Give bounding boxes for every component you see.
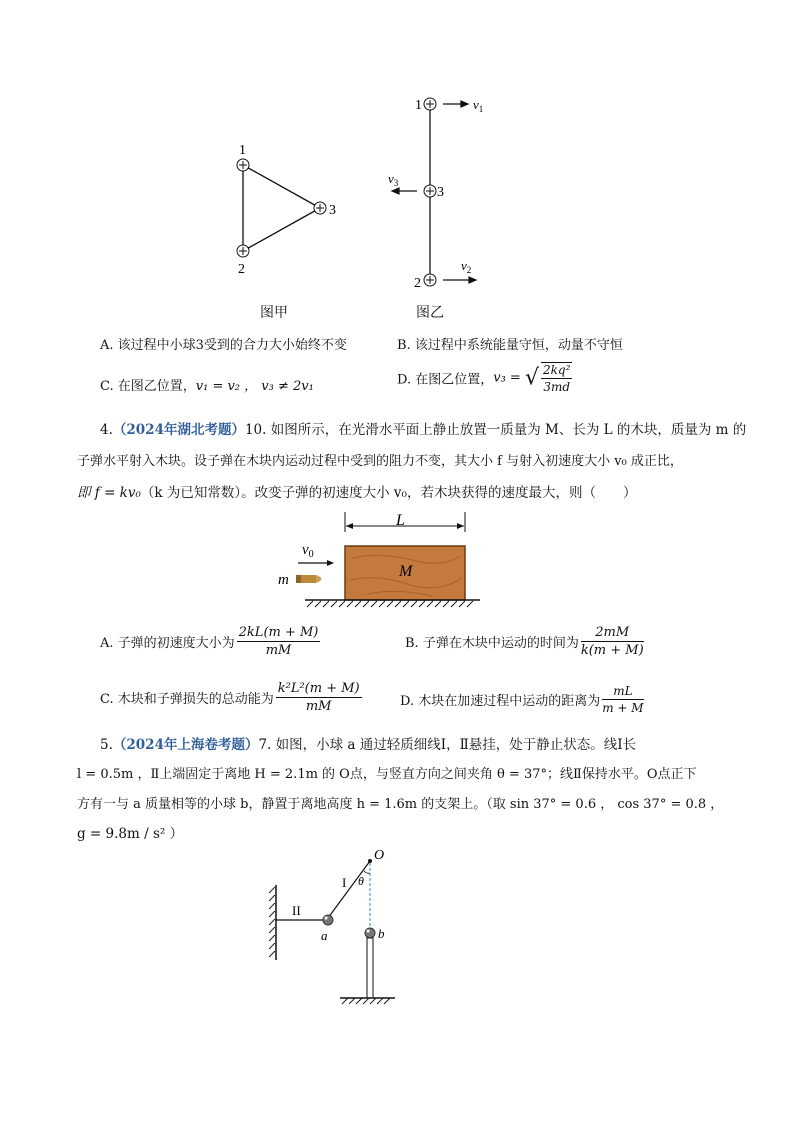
charge-1 <box>237 159 249 171</box>
label-2: 2 <box>238 262 245 277</box>
q4-line-3: 即 f = kv₀（k 为已知常数）。改变子弹的初速度大小 v₀，若木块获得的速度最大，则（ ） <box>77 485 637 501</box>
charge-2 <box>424 274 436 286</box>
q4-line-1: 4.（2024年湖北考题）10. 如图所示，在光滑水平面上静止放置一质量为 M、长为 L 的木块，质量为 m 的 <box>100 422 747 438</box>
label-1: 1 <box>239 143 246 158</box>
figure-jia <box>225 140 345 280</box>
label-1: 1 <box>415 98 422 113</box>
q4-option-a: A. 子弹的初速度大小为 $\frac{2kL(m + M)}{mM}$ <box>100 625 319 658</box>
caption-jia: 图甲 <box>260 305 288 321</box>
bullet <box>296 575 322 583</box>
q4-option-b: B. 子弹在木块中运动的时间为 $\frac{2mM}{k(m + M)}$ <box>405 625 644 658</box>
label-v1: $v_1$ <box>473 97 484 114</box>
q3-option-d: D. 在图乙位置，v₃ = √ $\frac{\text{2kq²}}{3md}$ <box>397 363 571 394</box>
charge-2 <box>237 245 249 257</box>
label-3: 3 <box>329 203 336 218</box>
label-O: O <box>374 848 385 863</box>
q5-line-3: 方有一与 a 质量相等的小球 b，静置于离地高度 h = 1.6m 的支架上。（取 sin 37° = 0.6 ， cos 37° = 0.8 ， <box>77 797 724 812</box>
label-2: 2 <box>414 276 421 291</box>
charge-3 <box>314 202 326 214</box>
label-v2: $v_2$ <box>461 258 472 275</box>
q3-option-c: C. 在图乙位置，v₁ = v₂ ， v₃ ≠ 2v₁ <box>100 379 314 394</box>
label-a: a <box>321 928 328 943</box>
q3-option-b: B. 该过程中系统能量守恒，动量不守恒 <box>397 338 623 353</box>
q4-line-2: 子弹水平射入木块。设子弹在木块内运动过程中受到的阻力不变，其大小 f 与射入初速度大小 v₀ 成正比， <box>77 454 683 469</box>
figure-yi <box>380 90 510 295</box>
charge-1 <box>424 98 436 110</box>
ball-b <box>365 928 375 938</box>
q5-line-4: g = 9.8m / s² ） <box>77 826 184 842</box>
label-m: m <box>278 572 289 588</box>
q4-option-d: D. 木块在加速过程中运动的距离为 $\frac{mL}{m + M}$ <box>400 684 644 715</box>
label-theta: θ <box>358 874 364 888</box>
q5-line-1: 5.（2024年上海卷考题）7. 如图，小球 a 通过轻质细线Ⅰ，Ⅱ悬挂，处于静止状态。线Ⅰ长 <box>100 737 637 753</box>
label-L: L <box>396 512 405 529</box>
stand <box>367 938 373 998</box>
caption-yi: 图乙 <box>416 305 444 321</box>
q3-option-a: A. 该过程中小球3受到的合力大小始终不变 <box>100 338 347 353</box>
label-M: M <box>399 563 413 580</box>
q5-line-2: l = 0.5m ，Ⅱ上端固定于离地 H = 2.1m 的 O点，与竖直方向之间夹角 θ = 37°；线Ⅱ保持水平。O点正下 <box>77 767 697 782</box>
q4-option-c: C. 木块和子弹损失的总动能为 $\frac{\text{k²L²(m + M)}}{mM}$ <box>100 681 360 714</box>
label-3: 3 <box>437 185 444 200</box>
label-II: II <box>292 903 301 918</box>
charge-3 <box>424 185 436 197</box>
label-b: b <box>378 926 385 941</box>
figure-pendulum <box>262 845 412 1005</box>
ball-a <box>323 915 333 925</box>
label-v3: $v_3$ <box>388 171 399 188</box>
figure-bullet-block <box>272 508 487 610</box>
label-I: I <box>342 875 347 890</box>
label-v0: $v_0$ <box>302 542 314 560</box>
